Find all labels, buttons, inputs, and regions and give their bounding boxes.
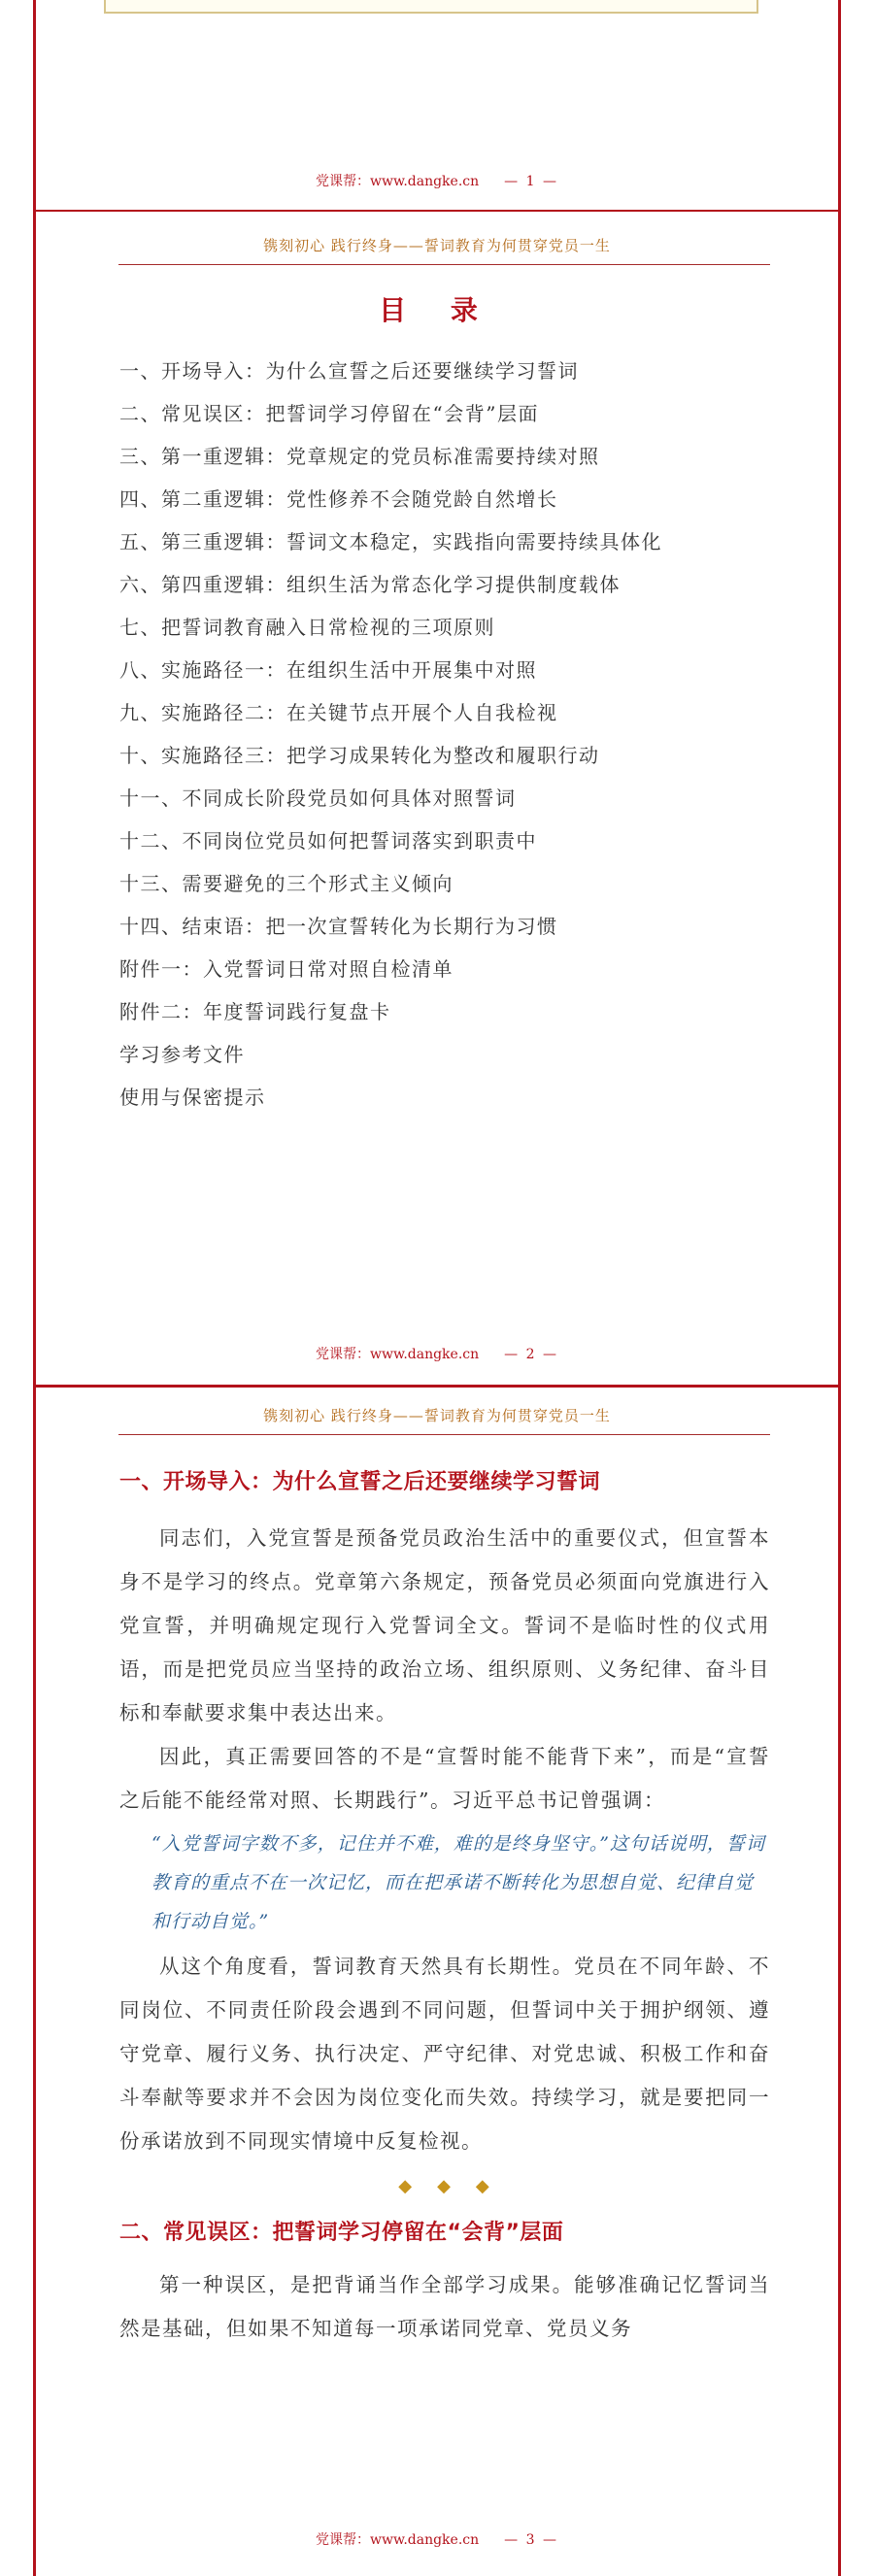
toc-item[interactable]: 二、常见误区：把誓词学习停留在“会背”层面 [119,402,539,425]
toc-item[interactable]: 使用与保密提示 [119,1086,266,1109]
page-footer [36,2529,838,2549]
toc-item[interactable]: 八、实施路径一：在组织生活中开展集中对照 [119,658,537,682]
page-2 [33,212,841,1385]
toc-item[interactable]: 学习参考文件 [119,1043,245,1066]
toc-item[interactable]: 十、实施路径三：把学习成果转化为整改和履职行动 [119,744,600,767]
toc-list [119,350,662,1119]
toc-item[interactable]: 十一、不同成长阶段党员如何具体对照誓词 [119,786,517,810]
section-divider: ◆◆◆ [398,2176,515,2196]
quote-block: “入党誓词字数不多，记住并不难，难的是终身坚守。”这句话说明，誓词教育的重点不在一次记忆，而在把承诺不断转化为思想自觉、纪律自觉和行动自觉。” [151,1833,765,1932]
toc-item[interactable]: 一、开场导入：为什么宣誓之后还要继续学习誓词 [119,359,579,383]
body-paragraph: 同志们，入党宣誓是预备党员政治生活中的重要仪式，但宣誓本身不是学习的终点。党章第六条规定，预备党员必须面向党旗进行入党宣誓，并明确规定现行入党誓词全文。誓词不是临时性的仪式用语，而是把党员应当坚持的政治立场、组织原则、义务纪律、奋斗目标和奉献要求集中表达出来。 [119,1526,770,1724]
footer-site: 党课帮：www.dangke.cn [316,174,480,189]
running-head: 镌刻初心 践行终身——誓词教育为何贯穿党员一生 [263,1407,611,1424]
page-number: — 2 — [504,1347,558,1362]
toc-title: 目 录 [379,294,495,326]
toc-item[interactable]: 四、第二重逻辑：党性修养不会随党龄自然增长 [119,487,558,511]
footer-site: 党课帮：www.dangke.cn [316,1347,480,1362]
section-title: 二、常见误区：把誓词学习停留在“会背”层面 [119,2221,564,2245]
toc-item[interactable]: 十四、结束语：把一次宣誓转化为长期行为习惯 [119,915,558,938]
head-rule [118,1434,770,1435]
toc-item[interactable]: 七、把誓词教育融入日常检视的三项原则 [119,616,495,639]
page-1 [33,0,841,212]
body-paragraph: 因此，真正需要回答的不是“宣誓时能不能背下来”，而是“宣誓之后能不能经常对照、长期践行”。习近平总书记曾强调： [119,1745,770,1812]
toc-item[interactable]: 三、第一重逻辑：党章规定的党员标准需要持续对照 [119,445,600,468]
toc-item[interactable]: 九、实施路径二：在关键节点开展个人自我检视 [119,701,558,724]
running-head: 镌刻初心 践行终身——誓词教育为何贯穿党员一生 [263,237,611,254]
footer-site: 党课帮：www.dangke.cn [316,2532,480,2548]
page-footer [36,171,838,190]
page-number: — 3 — [504,2532,558,2548]
toc-item[interactable]: 五、第三重逻辑：誓词文本稳定，实践指向需要持续具体化 [119,530,662,553]
page-number: — 1 — [504,174,558,189]
toc-item[interactable]: 附件二：年度誓词践行复盘卡 [119,1000,391,1023]
page-footer [36,1344,838,1363]
toc-item[interactable]: 附件一：入党誓词日常对照自检清单 [119,957,454,981]
page-content [119,1465,770,2351]
body-paragraph: 第一种误区，是把背诵当作全部学习成果。能够准确记忆誓词当然是基础，但如果不知道每一项承诺同党章、党员义务 [119,2273,770,2340]
note-box [104,0,758,14]
toc-item[interactable]: 十三、需要避免的三个形式主义倾向 [119,872,454,895]
section-title: 一、开场导入：为什么宣誓之后还要继续学习誓词 [119,1470,601,1494]
page-3 [33,1388,841,2576]
toc-item[interactable]: 十二、不同岗位党员如何把誓词落实到职责中 [119,829,537,853]
head-rule [118,264,770,265]
body-paragraph: 从这个角度看，誓词教育天然具有长期性。党员在不同年龄、不同岗位、不同责任阶段会遇到不同问题，但誓词中关于拥护纲领、遵守党章、履行义务、执行决定、严守纪律、对党忠诚、积极工作和奋斗奉献等要求并不会因为岗位变化而失效。持续学习，就是要把同一份承诺放到不同现实情境中反复检视。 [119,1955,770,2153]
toc-item[interactable]: 六、第四重逻辑：组织生活为常态化学习提供制度载体 [119,573,621,596]
